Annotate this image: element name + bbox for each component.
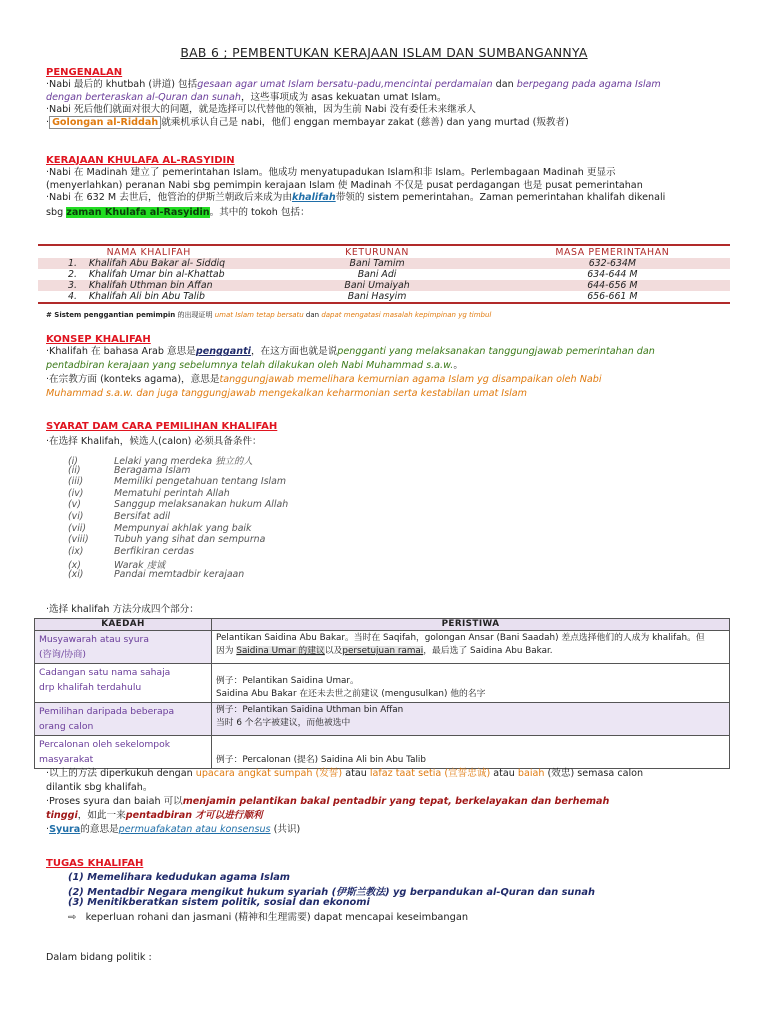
heading-tugas-wrap — [46, 858, 726, 870]
khulafa-line-1: ·Nabi 在 Madinah 建立了 pemerintahan Islam。他成功 menyatupadukan Islam和非 Islam。Perlembagaan Madinah 更显示 — [46, 167, 616, 179]
list-item: (v) Sanggup melaksanakan hukum Allah — [68, 499, 289, 511]
after-line-4: tinggi，如此一来pentadbiran 才可以进行顺利 — [46, 810, 263, 821]
col-peristiwa: PERISTIWA — [212, 619, 730, 631]
table-note: # Sistem penggantian pemimpin 的出现证明 umat Islam tetap bersatu dan dapat mengatasi masalah kepimpinan yg timbul — [46, 311, 492, 319]
heading-pengenalan: PENGENALAN — [46, 67, 123, 78]
list-item: ⇨ keperluan rohani dan jasmani (精神和生理需要) dapat mencapai keseimbangan — [68, 912, 469, 924]
kaedah-table — [34, 618, 730, 769]
table-row: Musyawarah atau syura (咨询/协商) Pelantikan Saidina Abu Bakar。当时在 Saqifah，golongan Ansar (Bani Saadah) 差点选择他们的人成为 khalifah。但 因为 Saidina Umar 的建议以及persetujuan ramai，最后选了 Saidina Abu Bakar. — [35, 631, 730, 664]
politik-line: Dalam bidang politik : — [46, 952, 152, 963]
arrow-icon: ⇨ — [68, 912, 77, 924]
list-item: (2) Mentadbir Negara mengikut hukum syariah (伊斯兰教法) yg berpandukan al-Quran dan sunah — [68, 887, 595, 899]
khulafa-line-4: sbg zaman Khulafa al-Rasyidin。其中的 tokoh 包括： — [46, 206, 310, 218]
heading-konsep: KONSEP KHALIFAH — [46, 334, 151, 345]
list-item: (viii) Tubuh yang sihat dan sempurna — [68, 534, 266, 546]
konsep-line-4: Muhammad s.a.w. dan juga tanggungjawab mengekalkan keharmonian serta kestabilan umat Islam — [46, 388, 527, 400]
table-row: 2. Khalifah Umar bin al-Khattab Bani Adi 634-644 M — [68, 269, 638, 280]
heading-tugas: TUGAS KHALIFAH — [46, 858, 144, 869]
list-item: (ii) Beragama Islam — [68, 464, 191, 476]
table-row: Percalonan oleh sekelompok masyarakat 例子：Percalonan (提名) Saidina Ali bin Abu Talib — [35, 736, 730, 769]
col-masa: MASA PEMERINTAHAN — [495, 245, 730, 258]
table-row: 1. Khalifah Abu Bakar al- Siddiq Bani Tamim 632-634M — [38, 258, 730, 269]
pengenalan-line-2: dengan berteraskan al-Quran dan sunah，这些事项成为 asas kekuatan umat Islam。 — [46, 91, 447, 103]
khalifah-link: khalifah — [291, 192, 336, 204]
syarat-intro: ·在选择 Khalifah，候选人(calon) 必须具备条件： — [46, 436, 262, 448]
section-pengenalan — [46, 67, 726, 129]
tugas-list — [68, 872, 595, 922]
khulafa-line-2: (menyerlahkan) peranan Nabi sbg pemimpin kerajaan Islam 使 Madinah 不仅是 pusat perdagangan 也是 pusat pemerintahan — [46, 179, 643, 191]
table-row: 4. Khalifah Ali bin Abu Talib Bani Hasyim 656-661 M — [38, 291, 730, 303]
zaman-highlight: zaman Khulafa al-Rasyidin — [66, 206, 210, 218]
pengenalan-line-1: ·Nabi 最后的 khutbah (讲道) 包括gesaan agar umat Islam bersatu-padu,mencintai perdamaian dan berpegang pada agama Islam — [46, 79, 661, 91]
after-line-2: dilantik sbg khalifah。 — [46, 782, 153, 793]
riddah-highlight: Golongan al-Riddah — [49, 116, 161, 129]
table-row: Pemilihan daripada beberapa orang calon 例子：Pelantikan Saidina Uthman bin Affan 当时 6 个名字被建议，而他被选中 — [35, 703, 730, 736]
section-konsep — [46, 334, 726, 401]
konsep-line-1: ·Khalifah 在 bahasa Arab 意思是pengganti，在这方面也就是说pengganti yang melaksanakan tanggungjawab pemerintahan dan — [46, 346, 655, 358]
after-line-3: ·Proses syura dan baiah 可以menjamin pelantikan bakal pentadbir yang tepat, berkelayakan dan berhemah — [46, 796, 610, 807]
page-title: BAB 6 ; PEMBENTUKAN KERAJAAN ISLAM DAN SUMBANGANNYA — [180, 45, 588, 60]
col-kaedah: KAEDAH — [35, 619, 212, 631]
cara-intro: ·选择 khalifah 方法分成四个部分： — [46, 604, 199, 615]
section-khulafa — [46, 155, 726, 219]
section-syarat — [46, 421, 726, 449]
list-item: (1) Memelihara kedudukan agama Islam — [68, 872, 291, 883]
list-item: (vii) Mempunyai akhlak yang baik — [68, 522, 252, 534]
col-nama: NAMA KHALIFAH — [38, 245, 259, 258]
after-line-5: ·Syura的意思是permuafakatan atau konsensus (共识) — [46, 824, 301, 835]
list-item: (i) Lelaki yang merdeka 独立的人 — [68, 456, 253, 467]
list-item: (x) Warak 虔诚 — [68, 560, 166, 572]
khulafa-line-3: ·Nabi 在 632 M 去世后，他管治的伊斯兰朝政后来成为由khalifah带领的 sistem pemerintahan。Zaman pemerintahan khalifah dikenali — [46, 192, 666, 204]
section-after-table — [46, 768, 726, 836]
pengenalan-line-3: ·Nabi 死后他们就面对很大的问题，就是选择可以代替他的领袖，因为生前 Nabi 没有委任未来继承人 — [46, 104, 476, 116]
heading-khulafa: KERAJAAN KHULAFA AL-RASYIDIN — [46, 155, 235, 166]
table-row: 3. Khalifah Uthman bin Affan Bani Umaiyah 644-656 M — [38, 280, 730, 291]
list-item: (iii) Memiliki pengetahuan tentang Islam — [68, 476, 286, 488]
syarat-list — [68, 453, 288, 581]
after-line-1: ·以上的方法 diperkukuh dengan upacara angkat sumpah (发誓) atau lafaz taat setia (宣誓忠诚) atau baiah (效忠) semasa calon — [46, 768, 644, 779]
pengenalan-line-4: · Golongan al-Riddah 就乘机承认自己是 nabi，他们 enggan membayar zakat (慈善) dan yang murtad (叛教者) — [46, 116, 569, 128]
list-item: (vi) Bersifat adil — [68, 510, 171, 522]
table-row: Cadangan satu nama sahaja drp khalifah terdahulu 例子：Pelantikan Saidina Umar。 Saidina Abu Bakar 在还未去世之前建议 (mengusulkan) 他的名字 — [35, 664, 730, 703]
list-item: (ix) Berfikiran cerdas — [68, 545, 195, 557]
col-keturunan: KETURUNAN — [259, 245, 494, 258]
list-item: (xi) Pandai memtadbir kerajaan — [68, 568, 245, 580]
heading-syarat: SYARAT DAM CARA PEMILIHAN KHALIFAH — [46, 421, 278, 432]
list-item: (3) Menitikberatkan sistem politik, sosial dan ekonomi — [68, 896, 370, 908]
list-item: (iv) Mematuhi perintah Allah — [68, 487, 230, 499]
khalifah-table — [38, 244, 730, 304]
konsep-line-2: pentadbiran kerajaan yang sebelumnya telah dilakukan oleh Nabi Muhammad s.a.w.。 — [46, 360, 463, 372]
konsep-line-3: ·在宗教方面 (konteks agama)，意思是tanggungjawab memelihara kemurnian agama Islam yg disampaikan oleh Nabi — [46, 374, 602, 386]
